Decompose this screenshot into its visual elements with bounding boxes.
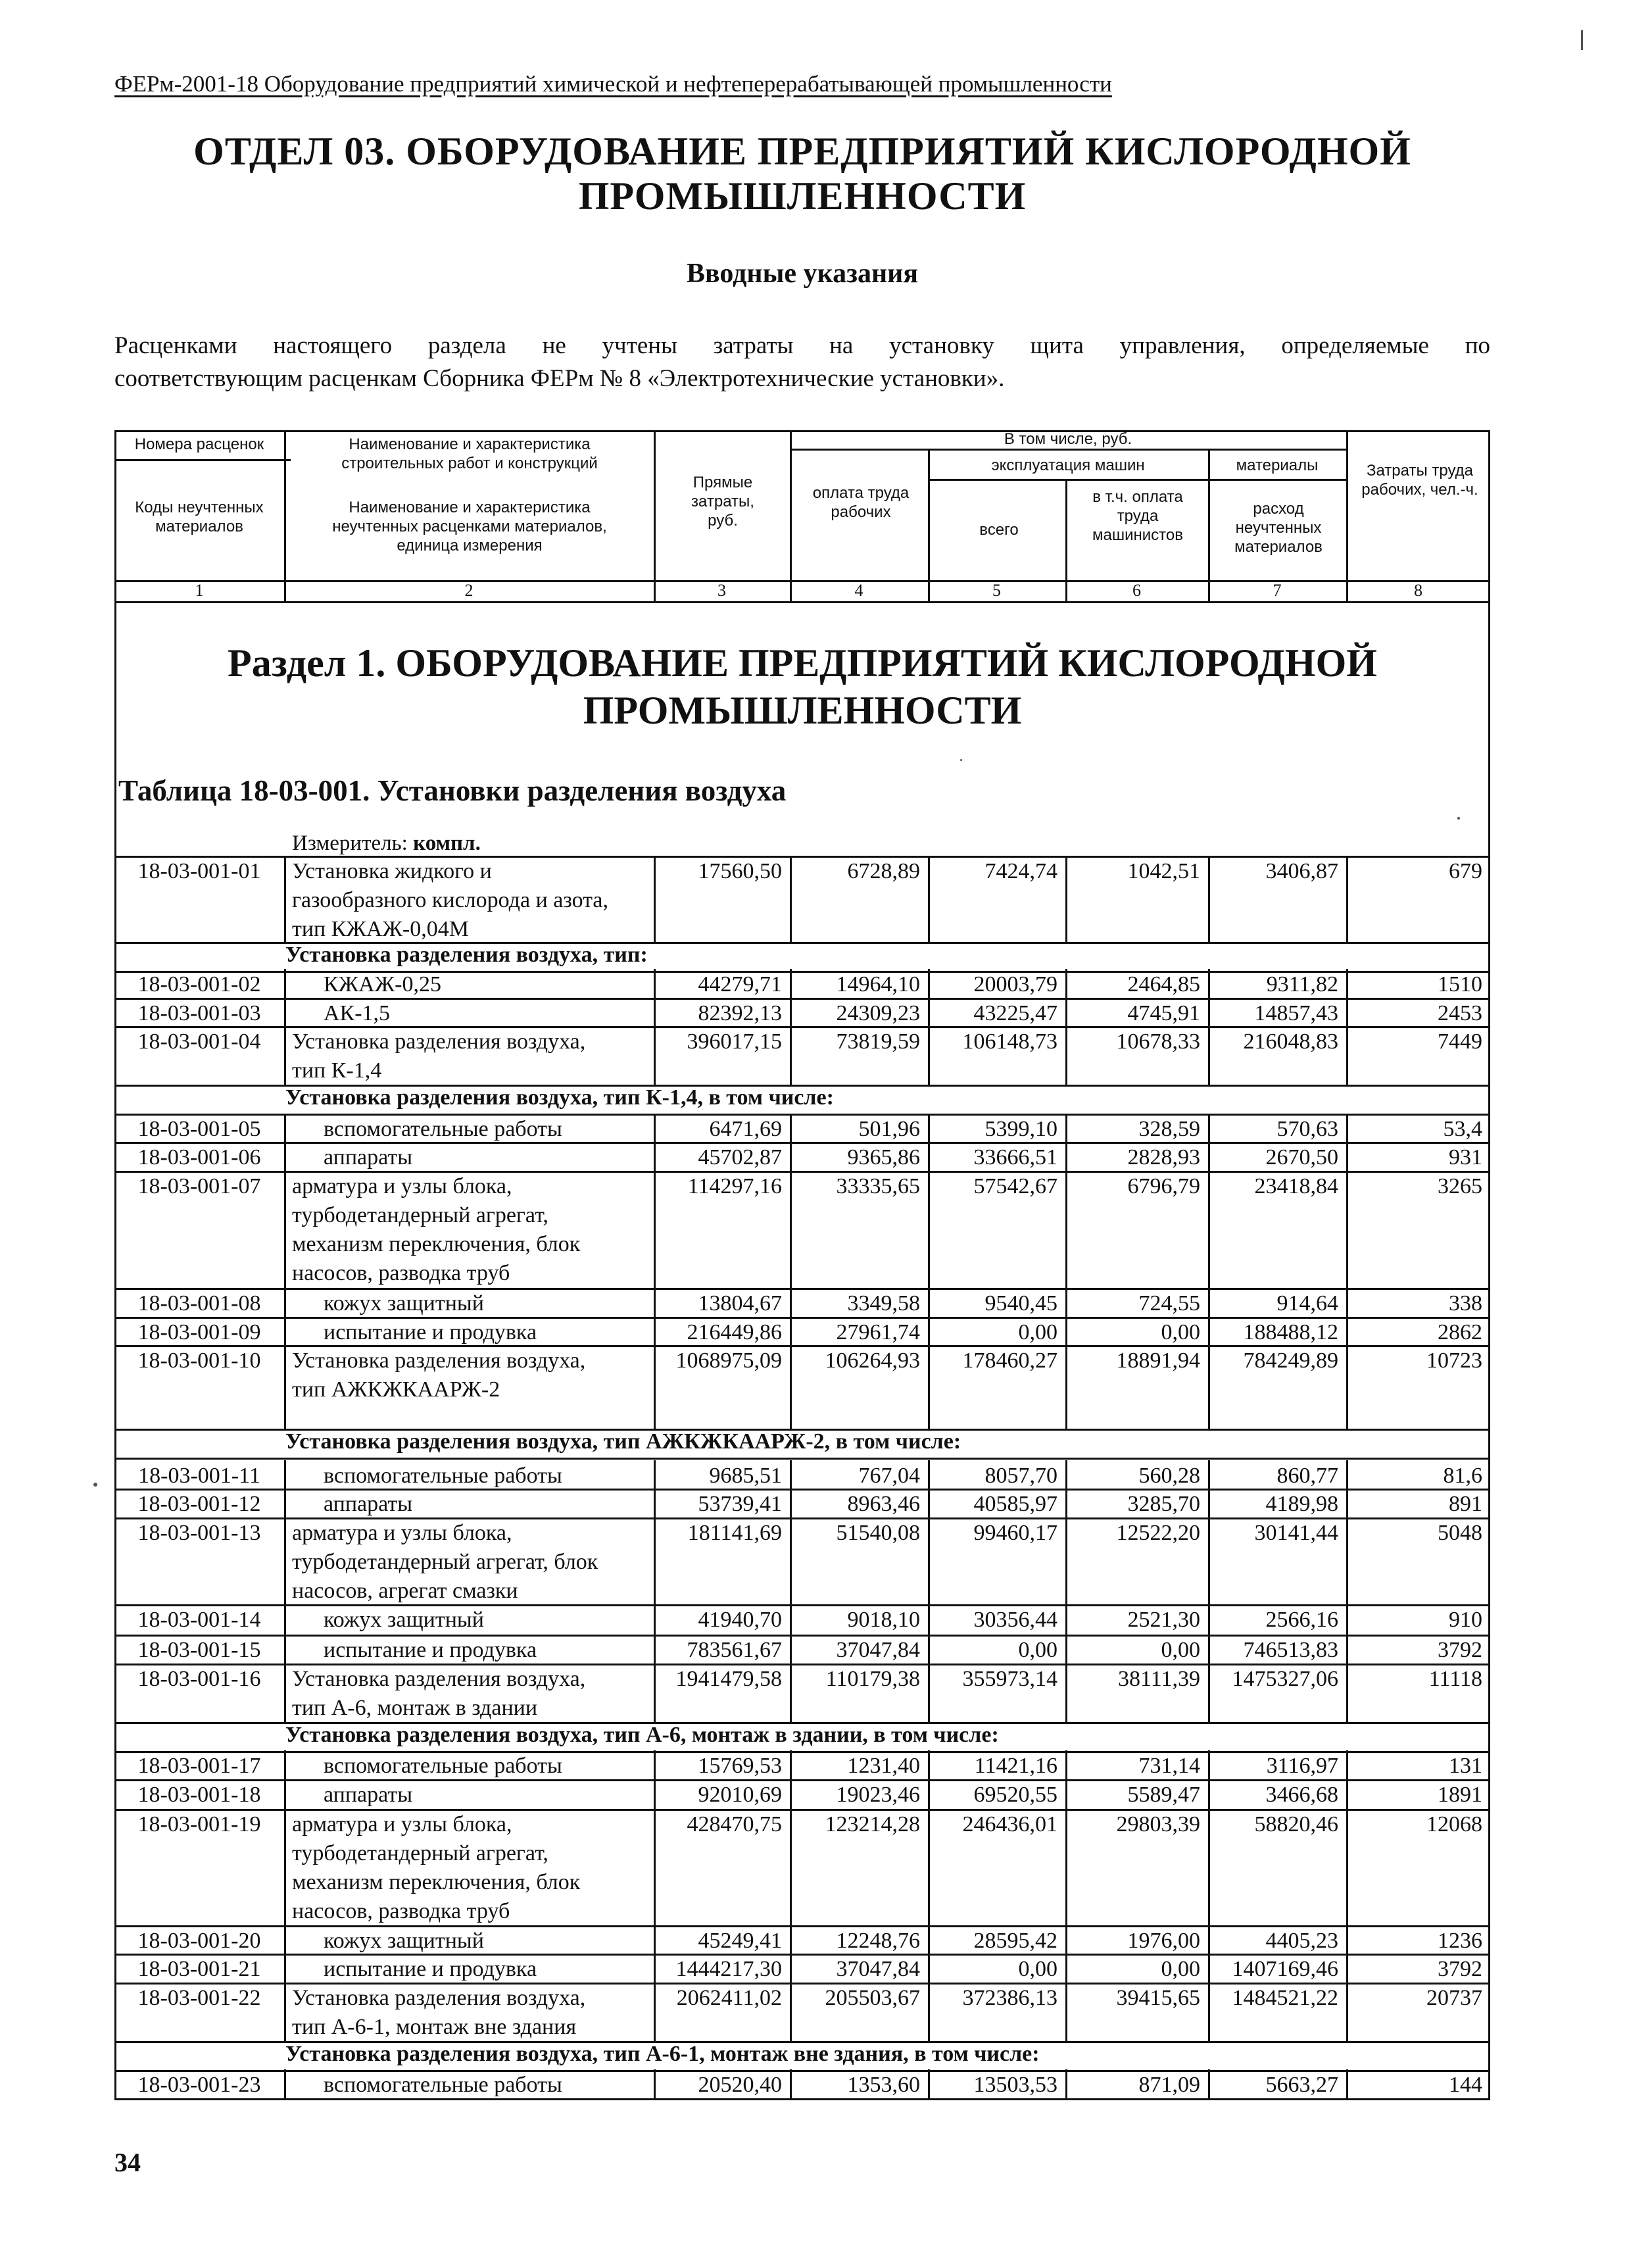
header-column-line — [1346, 430, 1348, 601]
table-row — [114, 1752, 1490, 1781]
table-row — [114, 1027, 1490, 1086]
value-mach-labor: 12522,20 — [1116, 1521, 1200, 1545]
measure-label: Измеритель: — [292, 831, 408, 855]
table-row — [114, 1955, 1490, 1984]
value-mat: 216048,83 — [1243, 1029, 1338, 1054]
rate-code: 18-03-001-03 — [137, 1001, 261, 1025]
value-direct: 9685,51 — [709, 1464, 782, 1488]
measure-unit — [292, 831, 481, 856]
value-direct: 181141,69 — [687, 1521, 782, 1545]
value-hours: 7449 — [1438, 1029, 1482, 1054]
value-mach-labor: 0,00 — [1161, 1320, 1200, 1344]
header-column-line — [654, 430, 656, 601]
value-mat: 2566,16 — [1265, 1608, 1338, 1632]
page-number: 34 — [114, 2148, 141, 2177]
value-direct: 428470,75 — [687, 1812, 782, 1837]
value-mat: 3466,68 — [1265, 1783, 1338, 1807]
work-name-line: тип АЖКЖКААРЖ-2 — [292, 1377, 500, 1402]
value-mat: 914,64 — [1276, 1291, 1338, 1316]
header-including: В том числе, руб. — [1004, 430, 1132, 448]
work-name-line: насосов, разводка труб — [292, 1899, 510, 1923]
value-mat: 9311,82 — [1266, 972, 1338, 997]
value-direct: 13804,67 — [698, 1291, 782, 1316]
value-labor: 33335,65 — [836, 1174, 920, 1198]
table-row — [114, 1810, 1490, 1927]
table-row — [114, 1665, 1490, 1723]
table-row — [114, 999, 1490, 1027]
value-mach-labor: 18891,94 — [1116, 1348, 1200, 1373]
rate-code: 18-03-001-17 — [137, 1754, 261, 1778]
value-mach-labor: 3285,70 — [1127, 1492, 1200, 1516]
table-row — [114, 2071, 1490, 2100]
rate-code: 18-03-001-13 — [137, 1521, 261, 1545]
rate-code: 18-03-001-22 — [137, 1986, 261, 2010]
header-unaccounted-codes: Коды неучтенных материалов — [135, 499, 264, 535]
value-mach: 30356,44 — [973, 1608, 1057, 1632]
work-name-line: Установка разделения воздуха, — [292, 1348, 586, 1373]
value-mach-labor: 6796,79 — [1127, 1174, 1200, 1198]
intro-paragraph-line1: Расценками настоящего раздела не учтены затраты на установку щита управления, определяемые по — [114, 332, 1490, 359]
work-name-line: КЖАЖ-0,25 — [324, 972, 441, 997]
value-labor: 27961,74 — [836, 1320, 920, 1344]
table-row — [114, 1346, 1490, 1430]
department-title-line1: ОТДЕЛ 03. ОБОРУДОВАНИЕ ПРЕДПРИЯТИЙ КИСЛОРОДНОЙ — [193, 130, 1411, 173]
value-labor: 1231,40 — [847, 1754, 920, 1778]
value-mach: 20003,79 — [973, 972, 1057, 997]
header-material-name: Наименование и характеристика неучтенных расценками материалов, единица измерения — [332, 499, 607, 555]
work-name-line: испытание и продувка — [324, 1638, 537, 1662]
value-mat: 1475327,06 — [1232, 1667, 1338, 1691]
value-mach: 178460,27 — [962, 1348, 1057, 1373]
rate-code: 18-03-001-04 — [137, 1029, 261, 1054]
header-divider — [114, 601, 1490, 603]
value-hours: 891 — [1449, 1492, 1482, 1516]
rates-table — [114, 430, 1490, 2100]
value-labor: 123214,28 — [825, 1812, 920, 1837]
value-mat: 2670,50 — [1265, 1145, 1338, 1170]
column-number: 3 — [717, 581, 726, 600]
value-mach: 33666,51 — [973, 1145, 1057, 1170]
value-labor: 6728,89 — [847, 859, 920, 883]
value-hours: 144 — [1449, 2073, 1482, 2097]
value-mach: 7424,74 — [984, 859, 1057, 883]
value-direct: 396017,15 — [687, 1029, 782, 1054]
value-direct: 6471,69 — [709, 1117, 782, 1141]
table-row — [114, 1172, 1490, 1289]
header-materials: материалы — [1236, 456, 1319, 474]
value-labor: 767,04 — [858, 1464, 920, 1488]
work-name-line: вспомогательные работы — [324, 1464, 562, 1488]
table-row — [114, 1143, 1490, 1172]
value-mach-labor: 10678,33 — [1116, 1029, 1200, 1054]
scan-speck — [960, 759, 962, 761]
value-mach: 0,00 — [1018, 1638, 1057, 1662]
work-name-line: кожух защитный — [324, 1608, 484, 1632]
work-name-line: вспомогательные работы — [324, 2073, 562, 2097]
section-title-line1: Раздел 1. ОБОРУДОВАНИЕ ПРЕДПРИЯТИЙ КИСЛОРОДНОЙ — [228, 641, 1377, 685]
value-mach-labor: 0,00 — [1161, 1638, 1200, 1662]
value-direct: 92010,69 — [698, 1783, 782, 1807]
work-name-line: Установка разделения воздуха, — [292, 1667, 586, 1691]
table-title: Таблица 18-03-001. Установки разделения воздуха — [118, 774, 787, 807]
rate-code: 18-03-001-18 — [137, 1783, 261, 1807]
value-labor: 24309,23 — [836, 1001, 920, 1025]
group-heading: Установка разделения воздуха, тип К-1,4, в том числе: — [285, 1085, 834, 1110]
value-mat: 23418,84 — [1254, 1174, 1338, 1198]
value-labor: 106264,93 — [825, 1348, 920, 1373]
column-number: 1 — [195, 581, 204, 600]
rate-code: 18-03-001-10 — [137, 1348, 261, 1373]
work-name-line: испытание и продувка — [324, 1320, 537, 1344]
table-row — [114, 1636, 1490, 1665]
table-row — [114, 1289, 1490, 1318]
value-mat: 58820,46 — [1254, 1812, 1338, 1837]
value-labor: 9018,10 — [847, 1608, 920, 1632]
value-mach-labor: 29803,39 — [1116, 1812, 1200, 1837]
value-labor: 51540,08 — [836, 1521, 920, 1545]
rate-code: 18-03-001-20 — [137, 1929, 261, 1953]
value-direct: 114297,16 — [687, 1174, 782, 1198]
value-labor: 73819,59 — [836, 1029, 920, 1054]
value-hours: 3792 — [1438, 1638, 1482, 1662]
work-name-line: тип КЖАЖ-0,04М — [292, 917, 469, 941]
column-number: 6 — [1132, 581, 1141, 600]
column-number: 5 — [992, 581, 1001, 600]
rate-code: 18-03-001-08 — [137, 1291, 261, 1316]
value-mat: 784249,89 — [1243, 1348, 1338, 1373]
value-direct: 45249,41 — [698, 1929, 782, 1953]
work-name-line: арматура и узлы блока, — [292, 1174, 512, 1198]
value-direct: 15769,53 — [698, 1754, 782, 1778]
value-hours: 5048 — [1438, 1521, 1482, 1545]
scan-speck — [93, 1483, 97, 1487]
table-row — [114, 1606, 1490, 1636]
value-hours: 2862 — [1438, 1320, 1482, 1344]
value-mat: 30141,44 — [1254, 1521, 1338, 1545]
value-mach: 355973,14 — [962, 1667, 1057, 1691]
column-number: 8 — [1414, 581, 1422, 600]
work-name-line: Установка жидкого и — [292, 859, 492, 883]
running-header: ФЕРм-2001-18 Оборудование предприятий химической и нефтеперерабатывающей промышленности — [114, 71, 1112, 97]
header-worker-wages: оплата труда рабочих — [812, 484, 910, 521]
rate-code: 18-03-001-09 — [137, 1320, 261, 1344]
header-column-line — [284, 430, 286, 601]
value-mat: 3116,97 — [1266, 1754, 1338, 1778]
header-labor-hours: Затраты труда рабочих, чел.-ч. — [1361, 462, 1478, 499]
value-mach-labor: 1042,51 — [1127, 859, 1200, 883]
value-direct: 783561,67 — [687, 1638, 782, 1662]
group-heading: Установка разделения воздуха, тип А-6, монтаж в здании, в том числе: — [285, 1723, 999, 1747]
value-labor: 501,96 — [858, 1117, 920, 1141]
value-labor: 37047,84 — [836, 1957, 920, 1981]
value-mach: 28595,42 — [973, 1929, 1057, 1953]
value-direct: 20520,40 — [698, 2073, 782, 2097]
value-labor: 19023,46 — [836, 1783, 920, 1807]
table-row — [114, 1984, 1490, 2042]
work-name-line: арматура и узлы блока, — [292, 1812, 512, 1837]
value-hours: 1236 — [1438, 1929, 1482, 1953]
work-name-line: аппараты — [324, 1145, 413, 1170]
value-direct: 53739,41 — [698, 1492, 782, 1516]
group-heading: Установка разделения воздуха, тип АЖКЖКААРЖ-2, в том числе: — [285, 1429, 961, 1454]
value-mach: 0,00 — [1018, 1320, 1057, 1344]
value-mach: 99460,17 — [973, 1521, 1057, 1545]
work-name-line: механизм переключения, блок — [292, 1232, 581, 1256]
value-mat: 14857,43 — [1254, 1001, 1338, 1025]
value-direct: 216449,86 — [687, 1320, 782, 1344]
value-mat: 188488,12 — [1243, 1320, 1338, 1344]
value-hours: 20737 — [1426, 1986, 1482, 2010]
rate-code: 18-03-001-02 — [137, 972, 261, 997]
table-row — [114, 1490, 1490, 1519]
value-mach: 43225,47 — [973, 1001, 1057, 1025]
rate-code: 18-03-001-21 — [137, 1957, 261, 1981]
work-name-line: арматура и узлы блока, — [292, 1521, 512, 1545]
table-row — [114, 1927, 1490, 1955]
value-hours: 12068 — [1426, 1812, 1482, 1837]
value-direct: 2062411,02 — [676, 1986, 782, 2010]
work-name-line: аппараты — [324, 1783, 413, 1807]
column-number: 7 — [1273, 581, 1282, 600]
value-labor: 9365,86 — [847, 1145, 920, 1170]
value-hours: 2453 — [1438, 1001, 1482, 1025]
value-mach-labor: 2828,93 — [1127, 1145, 1200, 1170]
table-row — [114, 970, 1490, 999]
value-labor: 8963,46 — [847, 1492, 920, 1516]
value-labor: 12248,76 — [836, 1929, 920, 1953]
work-name-line: испытание и продувка — [324, 1957, 537, 1981]
value-mach-labor: 4745,91 — [1127, 1001, 1200, 1025]
value-direct: 82392,13 — [698, 1001, 782, 1025]
value-mat: 1484521,22 — [1232, 1986, 1338, 2010]
rate-code: 18-03-001-12 — [137, 1492, 261, 1516]
header-divider — [114, 459, 284, 461]
value-mach-labor: 328,59 — [1138, 1117, 1200, 1141]
value-mat: 3406,87 — [1265, 859, 1338, 883]
value-mach-labor: 871,09 — [1138, 2073, 1200, 2097]
value-mach-labor: 731,14 — [1138, 1754, 1200, 1778]
value-mat: 4405,23 — [1265, 1929, 1338, 1953]
work-name-line: насосов, агрегат смазки — [292, 1579, 518, 1603]
rate-code: 18-03-001-01 — [137, 859, 261, 883]
rate-code: 18-03-001-11 — [138, 1464, 260, 1488]
value-mach: 69520,55 — [973, 1783, 1057, 1807]
work-name-line: АК-1,5 — [324, 1001, 391, 1025]
header-column-line — [790, 430, 792, 601]
work-name-line: вспомогательные работы — [324, 1754, 562, 1778]
work-name-line: газообразного кислорода и азота, — [292, 888, 608, 912]
work-name-line: механизм переключения, блок — [292, 1870, 581, 1894]
table-row — [114, 1519, 1490, 1606]
value-mach-labor: 724,55 — [1138, 1291, 1200, 1316]
header-rate-numbers: Номера расценок — [134, 435, 264, 453]
value-mat: 4189,98 — [1265, 1492, 1338, 1516]
header-work-name: Наименование и характеристика строительных работ и конструкций — [341, 435, 598, 472]
value-mach-labor: 2464,85 — [1127, 972, 1200, 997]
value-labor: 1353,60 — [847, 2073, 920, 2097]
section-title-line2: ПРОМЫШЛЕННОСТИ — [583, 689, 1022, 732]
work-name-line: кожух защитный — [324, 1291, 484, 1316]
work-name-line: насосов, разводка труб — [292, 1261, 510, 1285]
group-heading: Установка разделения воздуха, тип А-6-1, монтаж вне здания, в том числе: — [285, 2042, 1040, 2066]
value-mach: 246436,01 — [962, 1812, 1057, 1837]
department-title-line2: ПРОМЫШЛЕННОСТИ — [578, 174, 1027, 218]
header-machine-operation: эксплуатация машин — [991, 456, 1145, 474]
value-mach: 57542,67 — [973, 1174, 1057, 1198]
value-mach-labor: 1976,00 — [1127, 1929, 1200, 1953]
value-hours: 679 — [1449, 859, 1482, 883]
value-mach-labor: 0,00 — [1161, 1957, 1200, 1981]
value-hours: 3265 — [1438, 1174, 1482, 1198]
value-mat: 860,77 — [1276, 1464, 1338, 1488]
value-direct: 45702,87 — [698, 1145, 782, 1170]
value-mach-labor: 5589,47 — [1127, 1783, 1200, 1807]
value-mat: 570,63 — [1276, 1117, 1338, 1141]
value-hours: 931 — [1449, 1145, 1482, 1170]
value-mach: 13503,53 — [973, 2073, 1057, 2097]
scan-speck — [1457, 817, 1460, 820]
value-labor: 3349,58 — [847, 1291, 920, 1316]
value-mach: 40585,97 — [973, 1492, 1057, 1516]
scan-mark — [1581, 30, 1583, 50]
value-direct: 44279,71 — [698, 972, 782, 997]
value-mach-labor: 38111,39 — [1118, 1667, 1200, 1691]
work-name-line: турбодетандерный агрегат, — [292, 1203, 548, 1227]
value-labor: 205503,67 — [825, 1986, 920, 2010]
value-direct: 1068975,09 — [675, 1348, 782, 1373]
rate-code: 18-03-001-23 — [137, 2073, 261, 2097]
header-direct-costs: Прямые затраты, руб. — [691, 474, 754, 530]
value-hours: 81,6 — [1443, 1464, 1482, 1488]
value-mat: 5663,27 — [1265, 2073, 1338, 2097]
header-operator-wages: в т.ч. оплата труда машинистов — [1092, 488, 1183, 544]
value-hours: 11118 — [1428, 1667, 1482, 1691]
row-divider — [114, 1458, 1490, 1460]
value-hours: 910 — [1449, 1608, 1482, 1632]
value-mach-labor: 560,28 — [1138, 1464, 1200, 1488]
work-name-line: аппараты — [324, 1492, 413, 1516]
column-number: 4 — [854, 581, 863, 600]
work-name-line: тип К-1,4 — [292, 1058, 382, 1083]
section-title — [114, 639, 1490, 734]
value-mach: 372386,13 — [962, 1986, 1057, 2010]
table-row — [114, 1318, 1490, 1346]
work-name-line: турбодетандерный агрегат, — [292, 1841, 548, 1865]
value-labor: 37047,84 — [836, 1638, 920, 1662]
header-material-consumption: расход неучтенных материалов — [1234, 500, 1323, 556]
rate-code: 18-03-001-16 — [137, 1667, 261, 1691]
value-hours: 10723 — [1426, 1348, 1482, 1373]
value-hours: 1891 — [1438, 1783, 1482, 1807]
value-mach: 0,00 — [1018, 1957, 1057, 1981]
value-mach: 106148,73 — [962, 1029, 1057, 1054]
rate-code: 18-03-001-19 — [137, 1812, 261, 1837]
value-direct: 1444217,30 — [675, 1957, 782, 1981]
value-mach: 5399,10 — [984, 1117, 1057, 1141]
value-hours: 131 — [1449, 1754, 1482, 1778]
work-name-line: тип А-6, монтаж в здании — [292, 1696, 538, 1720]
work-name-line: вспомогательные работы — [324, 1117, 562, 1141]
table-row — [114, 1462, 1490, 1490]
header-machines-total: всего — [979, 521, 1019, 539]
value-hours: 3792 — [1438, 1957, 1482, 1981]
value-labor: 14964,10 — [836, 972, 920, 997]
value-mach: 9540,45 — [984, 1291, 1057, 1316]
rate-code: 18-03-001-07 — [137, 1174, 261, 1198]
intro-paragraph-line2: соответствующим расценкам Сборника ФЕРм № 8 «Электротехнические установки». — [114, 365, 1005, 392]
work-name-line: тип А-6-1, монтаж вне здания — [292, 2015, 577, 2039]
value-labor: 110179,38 — [825, 1667, 920, 1691]
value-mach-labor: 2521,30 — [1127, 1608, 1200, 1632]
value-mach-labor: 39415,65 — [1116, 1986, 1200, 2010]
value-mat: 1407169,46 — [1232, 1957, 1338, 1981]
value-hours: 53,4 — [1443, 1117, 1482, 1141]
value-direct: 17560,50 — [698, 859, 782, 883]
value-mach: 8057,70 — [984, 1464, 1057, 1488]
header-divider — [928, 479, 1346, 481]
value-direct: 41940,70 — [698, 1608, 782, 1632]
intro-heading: Вводные указания — [686, 259, 919, 289]
rate-code: 18-03-001-06 — [137, 1145, 261, 1170]
value-mach: 11421,16 — [974, 1754, 1057, 1778]
table-row — [114, 1115, 1490, 1143]
work-name-line: турбодетандерный агрегат, блок — [292, 1550, 598, 1574]
value-mat: 746513,83 — [1243, 1638, 1338, 1662]
column-number: 2 — [464, 581, 474, 600]
value-direct: 1941479,58 — [675, 1667, 782, 1691]
table-row — [114, 857, 1490, 943]
rate-code: 18-03-001-14 — [137, 1608, 261, 1632]
rate-code: 18-03-001-15 — [137, 1638, 261, 1662]
rate-code: 18-03-001-05 — [137, 1117, 261, 1141]
value-hours: 338 — [1449, 1291, 1482, 1316]
work-name-line: Установка разделения воздуха, — [292, 1986, 586, 2010]
value-hours: 1510 — [1438, 972, 1482, 997]
measure-unit-value: компл. — [413, 831, 481, 855]
table-row — [114, 1781, 1490, 1810]
work-name-line: кожух защитный — [324, 1929, 484, 1953]
work-name-line: Установка разделения воздуха, — [292, 1029, 586, 1054]
group-heading: Установка разделения воздуха, тип: — [285, 943, 648, 967]
